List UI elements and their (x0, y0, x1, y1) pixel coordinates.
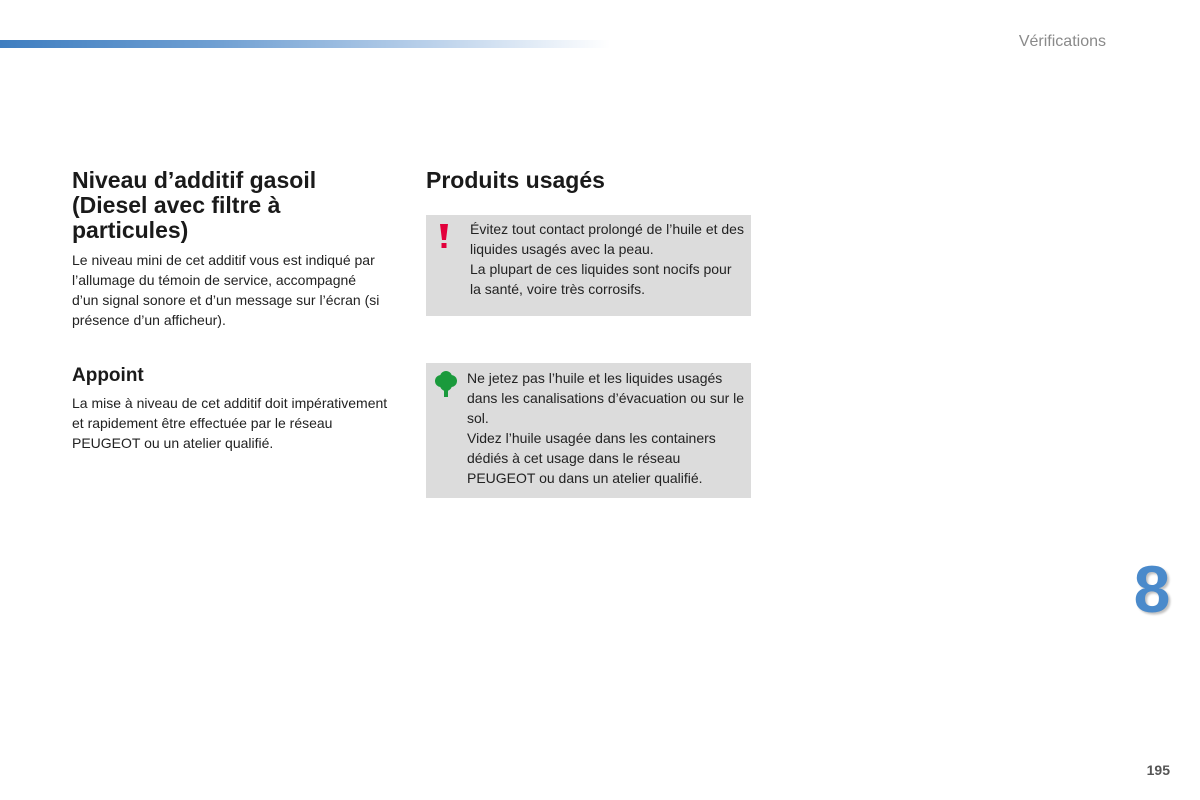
produits-usages-heading: Produits usagés (426, 167, 605, 193)
warning-text-2: La plupart de ces liquides sont nocifs pour la santé, voire très corrosifs. (470, 261, 732, 297)
appoint-heading: Appoint (72, 365, 144, 386)
page-number: 195 (1146, 762, 1170, 778)
left-column (72, 168, 392, 453)
warning-text-1: Évitez tout contact prolongé de l’huile et des liquides usagés avec la peau. (470, 221, 744, 257)
environment-box (426, 363, 751, 498)
niveau-additif-text: Le niveau mini de cet additif vous est indiqué par l’allumage du témoin de service, accompagné d’un signal sonore et d’un message sur l’écran (si présence d’un afficheur). (72, 252, 380, 328)
chapter-number: 8 (1133, 552, 1171, 626)
environment-text-1: Ne jetez pas l’huile et les liquides usagés dans les canalisations d’évacuation ou sur le sol. (467, 370, 745, 426)
tree-icon (433, 371, 459, 404)
niveau-additif-heading: Niveau d’additif gasoil (Diesel avec filtre à particules) (72, 167, 317, 243)
environment-text-2: Videz l’huile usagée dans les containers dédiés à cet usage dans le réseau PEUGEOT ou dans un atelier qualifié. (467, 430, 716, 486)
header-gradient-bar (0, 40, 610, 48)
appoint-text: La mise à niveau de cet additif doit impérativement et rapidement être effectuée par le réseau PEUGEOT ou un atelier qualifié. (72, 395, 388, 451)
exclamation-icon (437, 222, 451, 255)
warning-box (426, 215, 751, 316)
section-title: Vérifications (1018, 33, 1106, 50)
